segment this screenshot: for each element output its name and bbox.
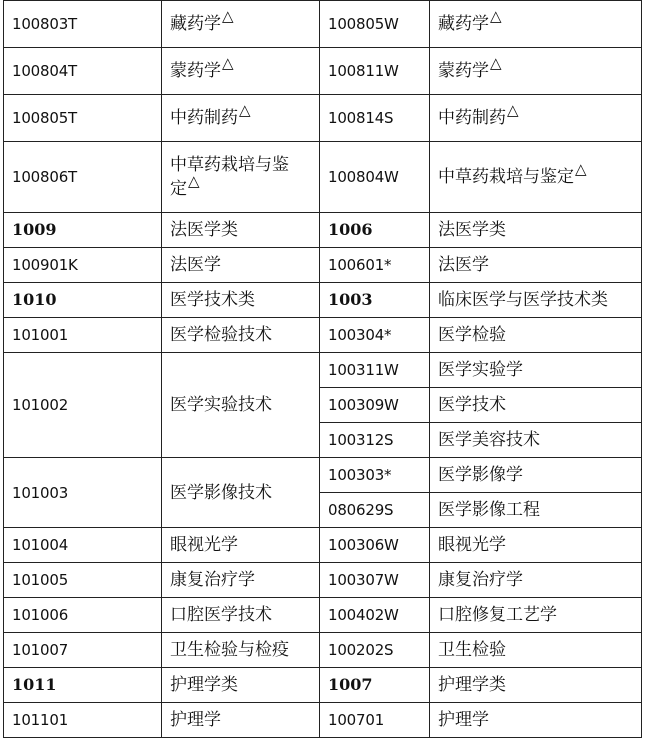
old-major-code: 100601*: [320, 248, 430, 283]
new-major-name: 护理学: [162, 703, 320, 738]
old-major-code: 100814S: [320, 95, 430, 142]
table-row: [4, 1, 642, 48]
table-row: [4, 283, 642, 318]
new-major-name: 卫生检验与检疫: [162, 633, 320, 668]
triangle-mark: △: [490, 7, 502, 25]
triangle-mark: △: [222, 7, 234, 25]
old-major-code: 100309W: [320, 388, 430, 423]
table-row: [4, 248, 642, 283]
new-major-name: 康复治疗学: [162, 563, 320, 598]
new-major-name: 中药制药△: [162, 95, 320, 142]
new-category-code: 1010: [4, 283, 162, 318]
old-major-code: 100402W: [320, 598, 430, 633]
old-major-name: 医学实验学: [430, 353, 642, 388]
new-major-name: 口腔医学技术: [162, 598, 320, 633]
triangle-mark: △: [222, 54, 234, 72]
old-major-code: 100804W: [320, 142, 430, 213]
table-row: [4, 528, 642, 563]
new-major-name: 医学实验技术: [162, 353, 320, 458]
old-category-code: 1006: [320, 213, 430, 248]
old-major-code: 100701: [320, 703, 430, 738]
new-category-name: 医学技术类: [162, 283, 320, 318]
old-major-code: 100311W: [320, 353, 430, 388]
new-major-code: 101006: [4, 598, 162, 633]
old-major-code: 100303*: [320, 458, 430, 493]
major-comparison-table: [3, 0, 642, 738]
old-major-code: 100304*: [320, 318, 430, 353]
old-major-code: 100805W: [320, 1, 430, 48]
old-category-name: 护理学类: [430, 668, 642, 703]
new-major-name: 藏药学△: [162, 1, 320, 48]
old-major-name: 医学影像工程: [430, 493, 642, 528]
old-major-name: 医学影像学: [430, 458, 642, 493]
new-major-name: 中草药栽培与鉴 定△: [162, 142, 320, 213]
old-category-code: 1003: [320, 283, 430, 318]
new-major-code: 100901K: [4, 248, 162, 283]
table-row: [4, 48, 642, 95]
triangle-mark: △: [575, 160, 587, 178]
old-category-name: 临床医学与医学技术类: [430, 283, 642, 318]
triangle-mark: △: [507, 101, 519, 119]
table-row: [4, 598, 642, 633]
new-major-code: 100805T: [4, 95, 162, 142]
new-major-code: 101101: [4, 703, 162, 738]
old-major-name: 卫生检验: [430, 633, 642, 668]
old-major-name: 中草药栽培与鉴定△: [430, 142, 642, 213]
old-major-code: 100306W: [320, 528, 430, 563]
new-major-code: 100804T: [4, 48, 162, 95]
old-major-code: 100312S: [320, 423, 430, 458]
table-row: [4, 668, 642, 703]
table-row: [4, 563, 642, 598]
table-row: [4, 633, 642, 668]
new-major-name: 医学影像技术: [162, 458, 320, 528]
new-major-code: 101002: [4, 353, 162, 458]
table-row: [4, 458, 642, 493]
triangle-mark: △: [239, 101, 251, 119]
new-major-code: 101005: [4, 563, 162, 598]
old-major-name: 蒙药学△: [430, 48, 642, 95]
table-row: [4, 318, 642, 353]
old-major-name: 医学检验: [430, 318, 642, 353]
old-major-name: 中药制药△: [430, 95, 642, 142]
old-major-name: 眼视光学: [430, 528, 642, 563]
old-major-name: 藏药学△: [430, 1, 642, 48]
old-category-name: 法医学类: [430, 213, 642, 248]
old-major-code: 080629S: [320, 493, 430, 528]
old-major-name: 护理学: [430, 703, 642, 738]
new-category-code: 1009: [4, 213, 162, 248]
new-major-code: 101004: [4, 528, 162, 563]
triangle-mark: △: [490, 54, 502, 72]
table-row: [4, 95, 642, 142]
new-major-code: 101003: [4, 458, 162, 528]
triangle-mark: △: [188, 172, 200, 190]
new-major-name: 蒙药学△: [162, 48, 320, 95]
new-category-code: 1011: [4, 668, 162, 703]
table-row: [4, 213, 642, 248]
old-major-code: 100202S: [320, 633, 430, 668]
old-major-name: 医学技术: [430, 388, 642, 423]
old-major-name: 医学美容技术: [430, 423, 642, 458]
new-major-name: 医学检验技术: [162, 318, 320, 353]
new-major-code: 100803T: [4, 1, 162, 48]
table-row: [4, 353, 642, 388]
old-major-name: 康复治疗学: [430, 563, 642, 598]
new-category-name: 法医学类: [162, 213, 320, 248]
old-major-code: 100811W: [320, 48, 430, 95]
old-major-code: 100307W: [320, 563, 430, 598]
new-major-code: 100806T: [4, 142, 162, 213]
new-major-name: 眼视光学: [162, 528, 320, 563]
old-major-name: 法医学: [430, 248, 642, 283]
new-major-code: 101007: [4, 633, 162, 668]
new-major-name: 法医学: [162, 248, 320, 283]
new-major-code: 101001: [4, 318, 162, 353]
table-row: [4, 142, 642, 213]
new-category-name: 护理学类: [162, 668, 320, 703]
old-major-name: 口腔修复工艺学: [430, 598, 642, 633]
old-category-code: 1007: [320, 668, 430, 703]
table-row: [4, 703, 642, 738]
